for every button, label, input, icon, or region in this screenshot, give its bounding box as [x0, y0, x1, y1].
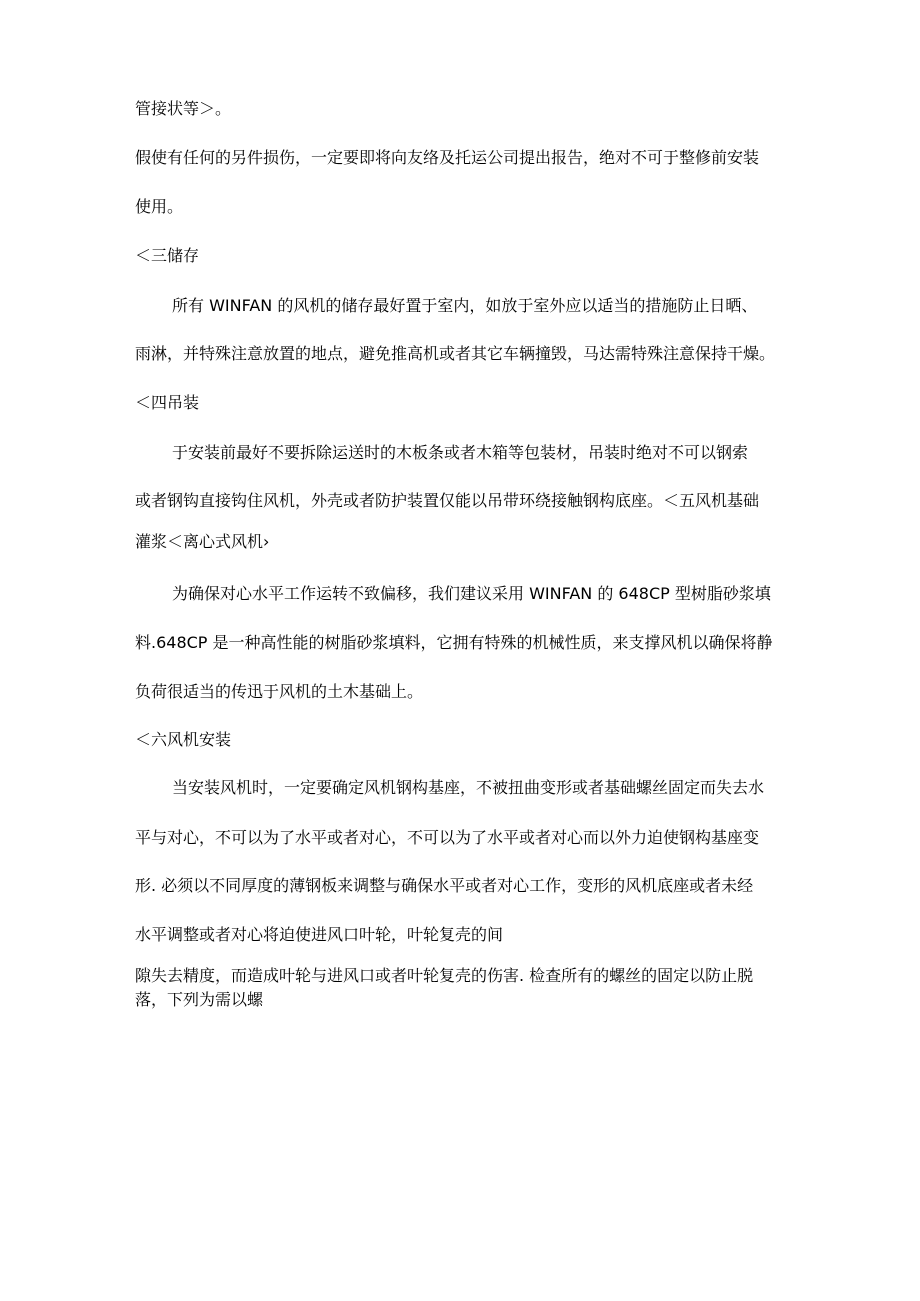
section-heading-grouting: 灌浆＜离心式风机› [135, 532, 270, 551]
text-line-storage-2: 雨淋，并特殊注意放置的地点，避免推高机或者其它车辆撞毁，马达需特殊注意保持干燥。 [135, 344, 776, 363]
text-line-installation-5: 隙失去精度，而造成叶轮与进风口或者叶轮复壳的伤害. 检查所有的螺丝的固定以防止脱 [135, 966, 754, 985]
text-line-lifting-2: 或者钢钩直接钩住风机，外壳或者防护装置仅能以吊带环绕接触钢构底座。＜五风机基础 [135, 491, 760, 510]
text-line-installation-4: 水平调整或者对心将迫使进风口叶轮，叶轮复壳的间 [135, 925, 504, 944]
text-line-use: 使用。 [135, 197, 184, 216]
text-line-installation-2: 平与对心，不可以为了水平或者对心，不可以为了水平或者对心而以外力迫使钢构基座变 [135, 828, 760, 847]
text-line-grouting-1: 为确保对心水平工作运转不致偏移，我们建议采用 WINFAN 的 648CP 型树脂砂浆填 [172, 584, 771, 603]
text-line-grouting-3: 负荷很适当的传迅于风机的土木基础上。 [135, 682, 424, 701]
text-line-installation-3: 形. 必须以不同厚度的薄钢板来调整与确保水平或者对心工作，变形的风机底座或者未经 [135, 876, 754, 895]
text-line-packaging: 管接状等＞。 [135, 99, 232, 118]
text-line-grouting-2: 料.648CP 是一种高性能的树脂砂浆填料，它拥有特殊的机械性质，来支撑风机以确保将静 [135, 633, 773, 652]
text-line-damage-report: 假使有任何的另件损伤，一定要即将向友络及托运公司提出报告，绝对不可于整修前安装 [135, 148, 760, 167]
section-heading-lifting: ＜四吊装 [135, 393, 200, 412]
text-line-storage-1: 所有 WINFAN 的风机的储存最好置于室内，如放于室外应以适当的措施防止日晒、 [172, 296, 758, 315]
text-line-lifting-1: 于安装前最好不要拆除运送时的木板条或者木箱等包装材，吊装时绝对不可以钢索 [172, 443, 749, 462]
text-line-installation-1: 当安装风机时，一定要确定风机钢构基座，不被扭曲变形或者基础螺丝固定而失去水 [172, 778, 765, 797]
section-heading-installation: ＜六风机安装 [135, 730, 232, 749]
section-heading-storage: ＜三储存 [135, 246, 200, 265]
text-line-installation-6: 落，下列为需以螺 [135, 990, 264, 1009]
